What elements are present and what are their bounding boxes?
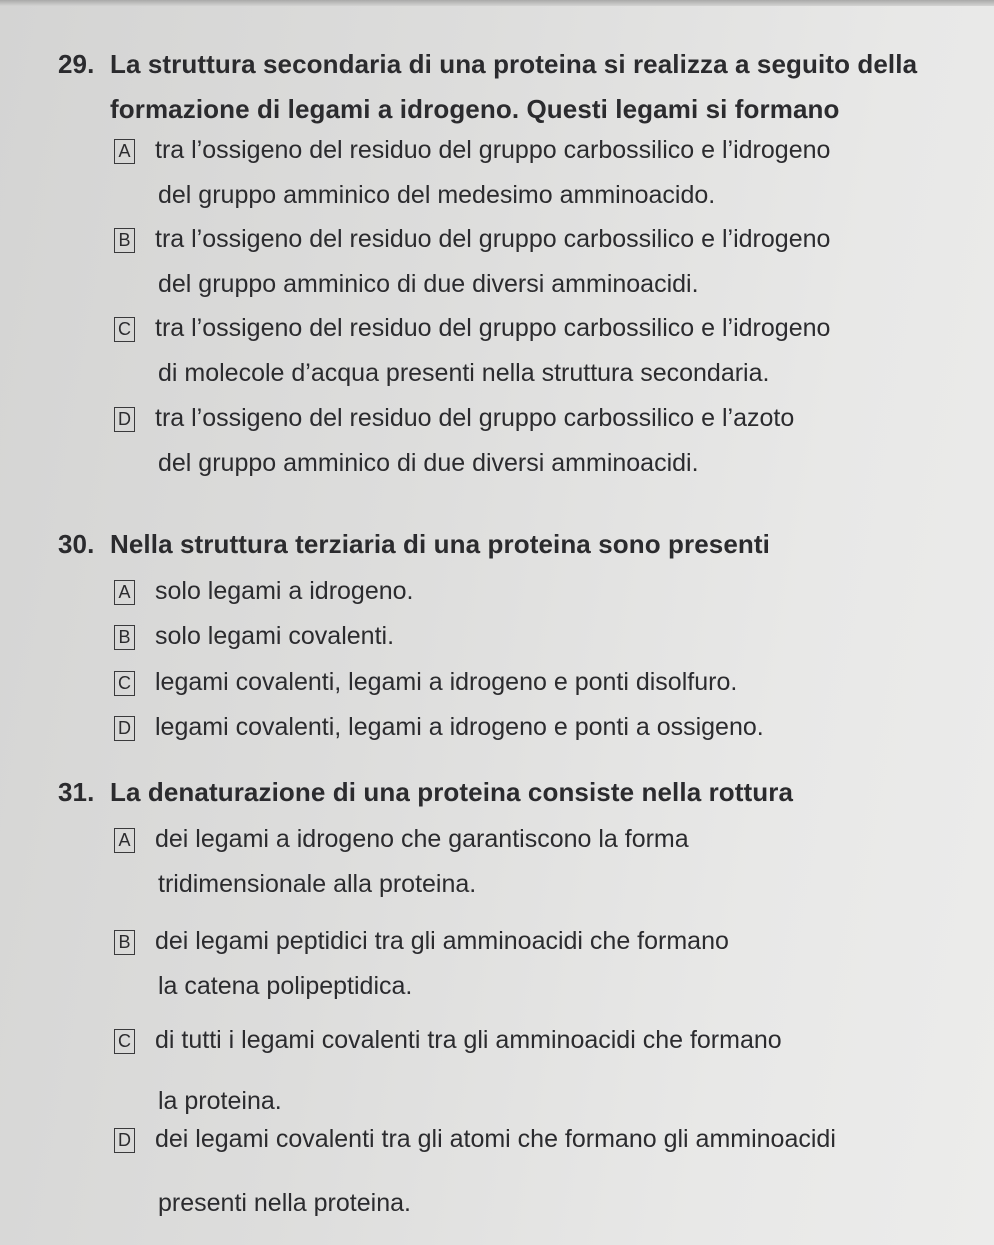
option-letter: B (114, 228, 135, 253)
option-text: tridimensionale alla proteina. (158, 870, 477, 898)
option-text: del gruppo amminico del medesimo amminoacido. (158, 181, 716, 209)
option-29-b[interactable] (114, 225, 830, 298)
option-text: dei legami peptidici tra gli amminoacidi che formano (155, 927, 729, 955)
option-letter: A (114, 139, 135, 164)
option-30-d[interactable] (114, 713, 764, 741)
option-letter: A (114, 580, 135, 605)
question-text: La struttura secondaria di una proteina si realizza a seguito della (110, 49, 918, 79)
option-31-d[interactable] (114, 1125, 836, 1217)
option-29-d[interactable] (114, 404, 794, 477)
option-text: legami covalenti, legami a idrogeno e ponti a ossigeno. (155, 713, 764, 741)
question-text: La denaturazione di una proteina consiste nella rottura (110, 777, 794, 807)
option-text: di molecole d’acqua presenti nella struttura secondaria. (158, 359, 770, 387)
option-letter: D (114, 407, 135, 432)
question-29 (58, 50, 978, 123)
option-letter: A (114, 828, 135, 853)
option-text: tra l’ossigeno del residuo del gruppo carbossilico e l’azoto (155, 404, 795, 432)
option-31-c[interactable] (114, 1026, 782, 1115)
option-text: di tutti i legami covalenti tra gli amminoacidi che formano (155, 1026, 782, 1054)
option-letter: C (114, 671, 135, 696)
option-text: del gruppo amminico di due diversi amminoacidi. (158, 449, 699, 477)
option-text: dei legami a idrogeno che garantiscono la forma (155, 825, 689, 853)
option-31-a[interactable] (114, 825, 689, 898)
option-letter: B (114, 625, 135, 650)
option-text: solo legami covalenti. (155, 622, 395, 650)
option-text: tra l’ossigeno del residuo del gruppo carbossilico e l’idrogeno (155, 136, 831, 164)
option-text: del gruppo amminico di due diversi amminoacidi. (158, 270, 699, 298)
option-text: solo legami a idrogeno. (155, 577, 414, 605)
option-text: dei legami covalenti tra gli atomi che formano gli amminoacidi (155, 1125, 836, 1153)
option-29-a[interactable] (114, 136, 830, 209)
option-31-b[interactable] (114, 927, 729, 1000)
question-text: Nella struttura terziaria di una proteina sono presenti (110, 529, 770, 559)
option-text: tra l’ossigeno del residuo del gruppo carbossilico e l’idrogeno (155, 314, 831, 342)
option-letter: D (114, 716, 135, 741)
option-text: legami covalenti, legami a idrogeno e ponti disolfuro. (155, 668, 738, 696)
option-30-a[interactable] (114, 577, 414, 605)
option-letter: C (114, 317, 135, 342)
option-text: la proteina. (158, 1087, 282, 1115)
question-number: 29. (58, 49, 95, 79)
question-30 (58, 530, 978, 558)
option-letter: C (114, 1029, 135, 1054)
question-text: formazione di legami a idrogeno. Questi legami si formano (110, 94, 840, 124)
option-text: presenti nella proteina. (158, 1189, 411, 1217)
option-30-b[interactable] (114, 622, 394, 650)
option-29-c[interactable] (114, 314, 830, 387)
question-number: 31. (58, 777, 95, 807)
option-30-c[interactable] (114, 668, 737, 696)
option-letter: B (114, 930, 135, 955)
option-text: tra l’ossigeno del residuo del gruppo carbossilico e l’idrogeno (155, 225, 831, 253)
option-letter: D (114, 1128, 135, 1153)
question-31 (58, 778, 978, 806)
option-text: la catena polipeptidica. (158, 972, 413, 1000)
question-number: 30. (58, 529, 95, 559)
